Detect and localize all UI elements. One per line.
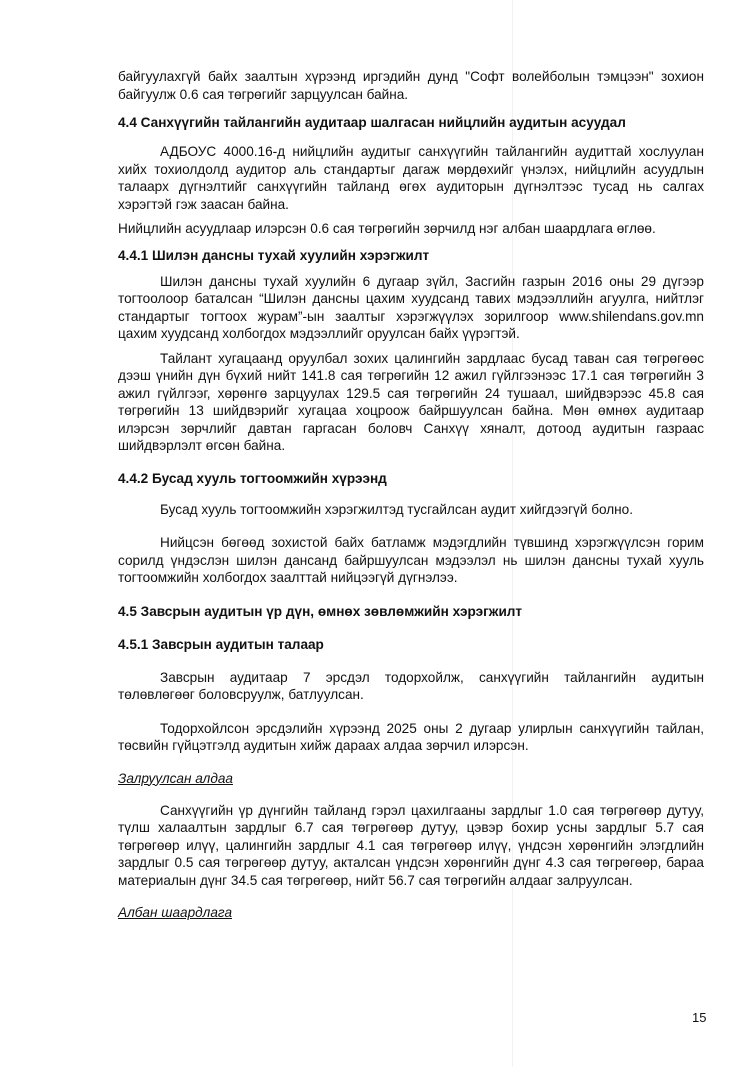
heading-4-5: 4.5 Завсрын аудитын үр дүн, өмнөх зөвлөмжийн хэрэгжилт: [118, 603, 523, 619]
paragraph-4-4-1-findings: Тайлант хугацаанд оруулбал зохих цалингийн зардлаас бусад таван сая төгрөгөөс дээш үнийн дүн бүхий нийт 141.8 сая төгрөгийн 12 ажил гүйлгээнээс 17.1 сая төгрөгийн 3 ажил гүйлгээг, хөрөнгө зарцуулах 129.5 сая төгрөгийн 24 тушаал, шийдвэрээс 45.8 сая төгрөгийн 13 шийдвэрийг хугацаа хоцроож байршуулсан байна. Мөн өмнөх аудитаар илэрсэн зөрчлийг давтан гаргасан боловч Санхүү хяналт, дотоод аудитын газраас шийдвэрлэлт өгсөн байна.: [118, 350, 704, 453]
heading-4-5-1: 4.5.1 Завсрын аудитын талаар: [118, 636, 324, 652]
subheading-official-requirement: Албан шаардлага: [118, 905, 233, 920]
paragraph-4-4-2-conclusion: Нийцсэн бөгөөд зохистой байх батламж мэдэгдлийн түвшинд хэрэгжүүлсэн горим сорилд үндэслэн шилэн дансанд байршуулсан мэдээлэл нь шилэн дансны тухай хууль тогтоомжийн холбогдох заалттай нийцээгүй дүгнэлээ.: [118, 535, 704, 585]
paragraph-4-5-1-risks: Завсрын аудитаар 7 эрсдэл тодорхойлж, санхүүгийн тайлангийн аудитын төлөвлөгөөг боловсруулж, батлуулсан.: [118, 669, 704, 702]
heading-4-4: 4.4 Санхүүгийн тайлангийн аудитаар шалгасан нийцлийн аудитын асуудал: [118, 115, 626, 130]
heading-4-4-1: 4.4.1 Шилэн дансны тухай хуулийн хэрэгжилт: [118, 247, 430, 263]
heading-4-4-2: 4.4.2 Бусад хууль тогтоомжийн хүрээнд: [118, 470, 387, 486]
paragraph-4-4-requirement: Нийцлийн асуудлаар илэрсэн 0.6 сая төгрөгийн зөрчилд нэг албан шаардлага өглөө.: [118, 221, 656, 236]
subheading-corrected-errors: Залруулсан алдаа: [118, 770, 233, 786]
paragraph-4-4-1-law: Шилэн дансны тухай хуулийн 6 дугаар зүйл, Засгийн газрын 2016 оны 29 дүгээр тогтоолоор баталсан “Шилэн дансны цахим хуудсанд тавих мэдээллийн агуулга, нийтлэг стандартыг тогтоох журам”-ын заалтыг хэрэгжүүлэх зорилгоор www.shilendans.gov.mn цахим хуудсанд холбогдох мэдээллийг оруулсан байх үүрэгтэй.: [118, 273, 704, 341]
paragraph-4-4-standard: АДБОУС 4000.16-д нийцлийн аудитыг санхүүгийн тайлангийн аудиттай хослуулан хийх тохиолдолд аудитор аль стандартыг дагаж мөрдөхийг үнэлэх, нийцлийн асуудлын талаарх дүгнэлтийг санхүүгийн тайланд өгөх аудиторын дүгнэлтээс тусад нь салгах хэрэгтэй гэж заасан байна.: [118, 144, 704, 212]
paragraph-intro: байгуулахгүй байх заалтын хүрээнд иргэдийн дунд "Софт волейболын тэмцээн" зохион байгуулж 0.6 сая төгрөгийг зарцуулсан байна.: [118, 69, 704, 102]
paragraph-corrected-errors: Санхүүгийн үр дүнгийн тайланд гэрэл цахилгааны зардлыг 1.0 сая төгрөгөөр дутуу, түлш халаалтын зардлыг 6.7 сая төгрөгөөр дутуу, цэвэр бохир усны зардлыг 5.7 сая төгрөгөөр илүү, цалингийн зардлыг 4.1 сая төгрөгөөр илүү, үндсэн хөрөнгийн элэгдлийн зардлыг 0.5 сая төгрөгөөр дутуу, акталсан үндсэн хөрөнгийн дүнг 4.3 сая төгрөгөөр, бараа материалын дүнг 34.5 сая төгрөгөөр, нийт 56.7 сая төгрөгийн алдааг залруулсан.: [118, 802, 704, 888]
paragraph-4-5-1-results: Тодорхойлсон эрсдэлийн хүрээнд 2025 оны 2 дугаар улирлын санхүүгийн тайлан, төсвийн гүйцэтгэлд аудитын хийж дараах алдаа зөрчил илэрсэн.: [118, 720, 704, 753]
document-page: [118, 68, 704, 922]
page-number: 15: [692, 1010, 707, 1025]
paragraph-4-4-2-no-audit: Бусад хууль тогтоомжийн хэрэгжилтэд тусгайлсан аудит хийгдээгүй болно.: [160, 501, 634, 517]
